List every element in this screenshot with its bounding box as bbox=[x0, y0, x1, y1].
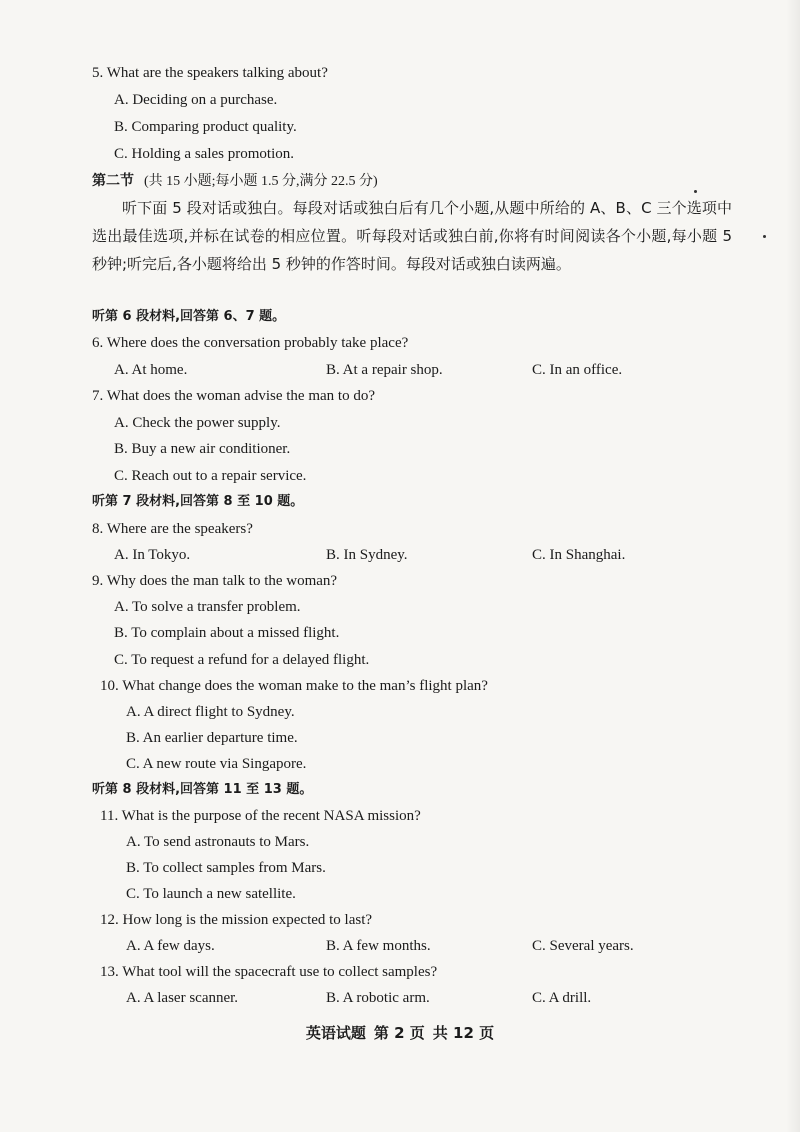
q7-option-c: C. Reach out to a repair service. bbox=[114, 468, 307, 484]
section-2-instructions bbox=[92, 194, 732, 278]
question-5: 5. What are the speakers talking about? bbox=[92, 65, 328, 81]
footer-subject: 英语试题 bbox=[305, 1024, 366, 1042]
q6-option-a: A. At home. bbox=[114, 362, 188, 378]
q13-option-a: A. A laser scanner. bbox=[126, 990, 239, 1006]
q5-option-a: A. Deciding on a purchase. bbox=[114, 92, 278, 108]
q6-option-b: B. At a repair shop. bbox=[326, 362, 443, 378]
instructions-text: 听下面 5 段对话或独白。每段对话或独白后有几个小题,从题中所给的 A、B、C 三个选项中选出最佳选项,并标在试卷的相应位置。听每段对话或独白前,你将有时间阅读各个小题,每小题 5 秒钟;听完后,各小题将给出 5 秒钟的作答时间。每段对话或独白读两遍。 bbox=[92, 199, 732, 273]
question-7: 7. What does the woman advise the man to do? bbox=[92, 388, 375, 404]
footer-total: 共 12 页 bbox=[432, 1024, 495, 1042]
q7-option-a: A. Check the power supply. bbox=[114, 415, 281, 431]
section-2-title: 第二节 bbox=[92, 173, 134, 189]
q12-option-a: A. A few days. bbox=[126, 938, 215, 954]
question-12: 12. How long is the mission expected to last? bbox=[100, 912, 373, 928]
scan-speck bbox=[694, 190, 697, 193]
q13-option-b: B. A robotic arm. bbox=[326, 990, 430, 1006]
question-8: 8. Where are the speakers? bbox=[92, 521, 253, 537]
q12-option-c: C. Several years. bbox=[532, 938, 634, 954]
question-13: 13. What tool will the spacecraft use to collect samples? bbox=[100, 964, 438, 980]
footer-page: 第 2 页 bbox=[373, 1024, 425, 1042]
q7-option-b: B. Buy a new air conditioner. bbox=[114, 441, 291, 457]
scan-shadow bbox=[786, 0, 800, 1132]
material-7-label: 听第 7 段材料,回答第 8 至 10 题。 bbox=[92, 494, 304, 509]
q11-option-a: A. To send astronauts to Mars. bbox=[126, 834, 310, 850]
q10-option-c: C. A new route via Singapore. bbox=[126, 756, 307, 772]
q11-option-c: C. To launch a new satellite. bbox=[126, 886, 296, 902]
section-2-header bbox=[92, 172, 378, 191]
q13-option-c: C. A drill. bbox=[532, 990, 592, 1006]
question-6: 6. Where does the conversation probably take place? bbox=[92, 335, 409, 351]
q5-option-c: C. Holding a sales promotion. bbox=[114, 146, 294, 162]
question-10: 10. What change does the woman make to the man’s flight plan? bbox=[100, 678, 488, 694]
material-6-label: 听第 6 段材料,回答第 6、7 题。 bbox=[92, 309, 286, 324]
section-2-subtitle: (共 15 小题;每小题 1.5 分,满分 22.5 分) bbox=[144, 174, 378, 189]
q10-option-b: B. An earlier departure time. bbox=[126, 730, 298, 746]
q9-option-c: C. To request a refund for a delayed flight. bbox=[114, 652, 370, 668]
q9-option-a: A. To solve a transfer problem. bbox=[114, 599, 301, 615]
question-9: 9. Why does the man talk to the woman? bbox=[92, 573, 338, 589]
q5-option-b: B. Comparing product quality. bbox=[114, 119, 297, 135]
q8-option-c: C. In Shanghai. bbox=[532, 547, 626, 563]
page-footer bbox=[0, 1024, 800, 1042]
q8-option-a: A. In Tokyo. bbox=[114, 547, 191, 563]
q12-option-b: B. A few months. bbox=[326, 938, 431, 954]
q11-option-b: B. To collect samples from Mars. bbox=[126, 860, 326, 876]
q8-option-b: B. In Sydney. bbox=[326, 547, 408, 563]
q10-option-a: A. A direct flight to Sydney. bbox=[126, 704, 295, 720]
material-8-label: 听第 8 段材料,回答第 11 至 13 题。 bbox=[92, 782, 313, 797]
q6-option-c: C. In an office. bbox=[532, 362, 623, 378]
scan-speck bbox=[763, 235, 766, 238]
q9-option-b: B. To complain about a missed flight. bbox=[114, 625, 340, 641]
question-11: 11. What is the purpose of the recent NASA mission? bbox=[100, 808, 421, 824]
